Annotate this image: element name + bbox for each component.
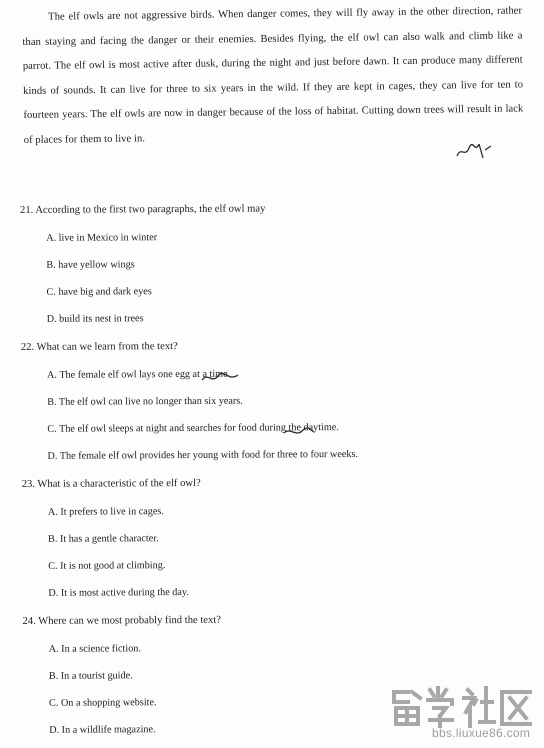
- question-24-option-d: D. In a wildlife magazine.: [49, 724, 156, 736]
- question-22-option-c: C. The elf owl sleeps at night and searches for food during the daytime.: [47, 422, 339, 435]
- question-24-stem: 24. Where can we most probably find the text?: [22, 614, 221, 627]
- question-22-option-a: A. The female elf owl lays one egg at a time.: [47, 368, 231, 381]
- watermark-logo-glyphs: [386, 684, 538, 728]
- question-23-option-a: A. It prefers to live in cages.: [47, 506, 164, 518]
- watermark-logo: [386, 684, 538, 744]
- question-21-option-d: D. build its nest in trees: [46, 313, 144, 325]
- question-22-stem: 22. What can we learn from the text?: [20, 341, 178, 353]
- question-21-option-c: C. have big and dark eyes: [46, 286, 152, 298]
- question-23-option-c: C. It is not good at climbing.: [48, 560, 166, 572]
- watermark-url: bbs.liuxue86.com: [432, 726, 531, 740]
- question-24-option-c: C. On a shopping website.: [49, 697, 157, 709]
- question-24-option-b: B. In a tourist guide.: [48, 670, 133, 682]
- question-23-stem: 23. What is a characteristic of the elf owl?: [21, 477, 201, 490]
- question-23-option-b: B. It has a gentle character.: [48, 533, 159, 545]
- question-22-option-d: D. The female elf owl provides her young with food for three to four weeks.: [47, 448, 359, 462]
- question-21-option-b: B. have yellow wings: [46, 259, 135, 271]
- question-24-option-a: A. In a science fiction.: [48, 643, 141, 655]
- question-23-option-d: D. It is most active during the day.: [48, 586, 189, 599]
- question-21-option-a: A. live in Mexico in winter: [46, 232, 158, 244]
- question-21-stem: 21. According to the first two paragraphs, the elf owl may: [20, 203, 266, 216]
- reading-passage: The elf owls are not aggressive birds. When danger comes, they will fly away in the other direction, rather than staying and facing the danger or their enemies. Besides flying, the elf owl can also walk and climb like a parrot. The elf owl is most active after dusk, during the night and just before dawn. It can produce many different kinds of sounds. It can live for three to six years in the wild. If they are kept in cages, they can live for ten to fourteen years. The elf owls are now in danger because of the loss of habitat. Cutting down trees will result in lack of places for them to live in.: [22, 5, 524, 146]
- question-22-option-b: B. The elf owl can live no longer than six years.: [47, 395, 243, 408]
